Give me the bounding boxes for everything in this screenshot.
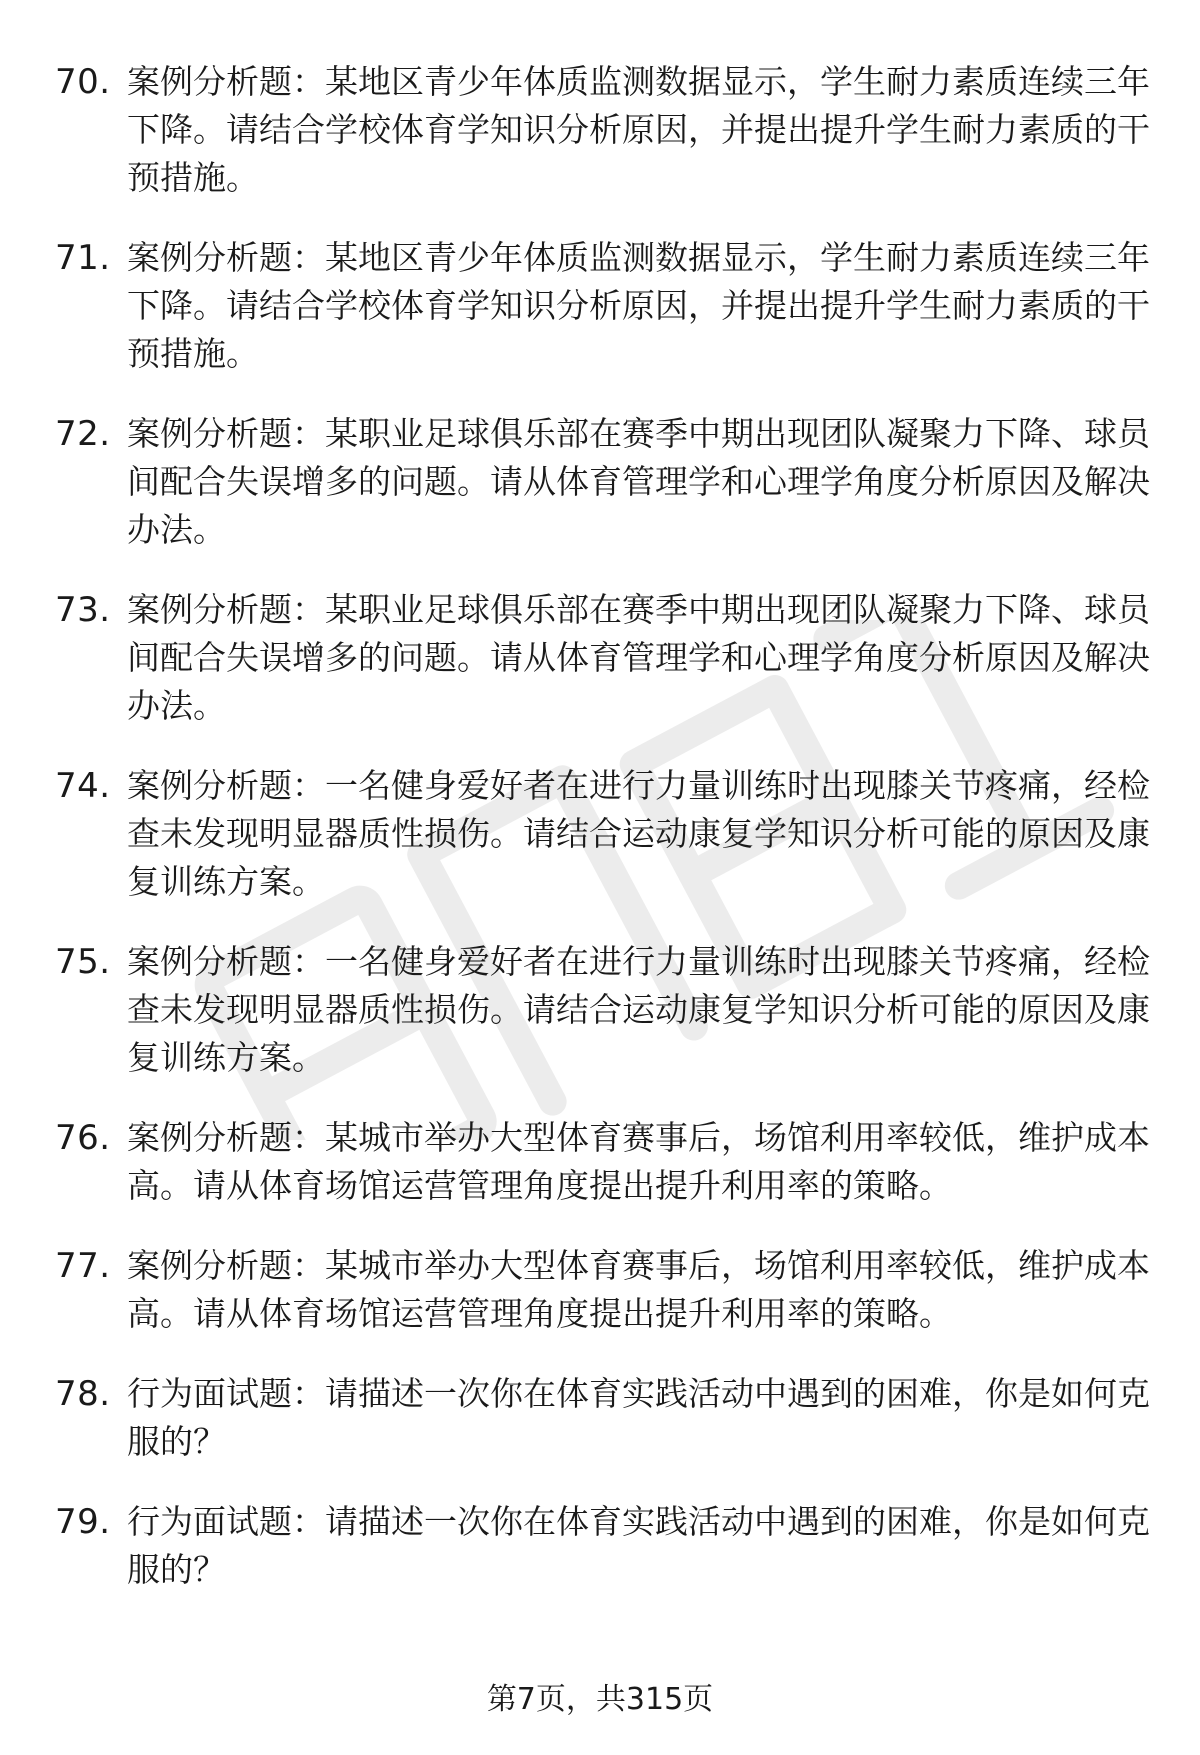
question-item [55, 1498, 1150, 1594]
question-item [55, 410, 1150, 554]
question-number: 79. [55, 1502, 111, 1542]
question-text: 行为面试题：请描述一次你在体育实践活动中遇到的困难，你是如何克服的？ [127, 1374, 1150, 1461]
question-item [55, 1370, 1150, 1466]
question-number: 73. [55, 590, 111, 630]
question-text: 案例分析题：某城市举办大型体育赛事后，场馆利用率较低，维护成本高。请从体育场馆运营管理角度提出提升利用率的策略。 [127, 1246, 1150, 1333]
question-text: 案例分析题：某职业足球俱乐部在赛季中期出现团队凝聚力下降、球员间配合失误增多的问题。请从体育管理学和心理学角度分析原因及解决办法。 [127, 414, 1150, 549]
question-text: 案例分析题：某城市举办大型体育赛事后，场馆利用率较低，维护成本高。请从体育场馆运营管理角度提出提升利用率的策略。 [127, 1118, 1150, 1205]
question-text: 案例分析题：某地区青少年体质监测数据显示，学生耐力素质连续三年下降。请结合学校体育学知识分析原因，并提出提升学生耐力素质的干预措施。 [127, 62, 1150, 197]
question-item [55, 234, 1150, 378]
question-item [55, 1114, 1150, 1210]
page-number-label: 第7页，共315页 [486, 1682, 714, 1717]
question-number: 77. [55, 1246, 111, 1286]
question-text: 案例分析题：一名健身爱好者在进行力量训练时出现膝关节疼痛，经检查未发现明显器质性损伤。请结合运动康复学知识分析可能的原因及康复训练方案。 [127, 766, 1150, 901]
question-text: 案例分析题：某职业足球俱乐部在赛季中期出现团队凝聚力下降、球员间配合失误增多的问题。请从体育管理学和心理学角度分析原因及解决办法。 [127, 590, 1150, 725]
question-number: 78. [55, 1374, 111, 1414]
question-text: 案例分析题：一名健身爱好者在进行力量训练时出现膝关节疼痛，经检查未发现明显器质性损伤。请结合运动康复学知识分析可能的原因及康复训练方案。 [127, 942, 1150, 1077]
question-number: 71. [55, 238, 111, 278]
question-number: 75. [55, 942, 111, 982]
question-item [55, 58, 1150, 202]
question-number: 70. [55, 62, 111, 102]
question-item [55, 1242, 1150, 1338]
question-number: 72. [55, 414, 111, 454]
question-text: 案例分析题：某地区青少年体质监测数据显示，学生耐力素质连续三年下降。请结合学校体育学知识分析原因，并提出提升学生耐力素质的干预措施。 [127, 238, 1150, 373]
question-number: 74. [55, 766, 111, 806]
question-number: 76. [55, 1118, 111, 1158]
page-footer [0, 1680, 1200, 1720]
question-item [55, 586, 1150, 730]
question-text: 行为面试题：请描述一次你在体育实践活动中遇到的困难，你是如何克服的？ [127, 1502, 1150, 1589]
question-item [55, 762, 1150, 906]
question-item [55, 938, 1150, 1082]
question-list [55, 58, 1150, 1626]
